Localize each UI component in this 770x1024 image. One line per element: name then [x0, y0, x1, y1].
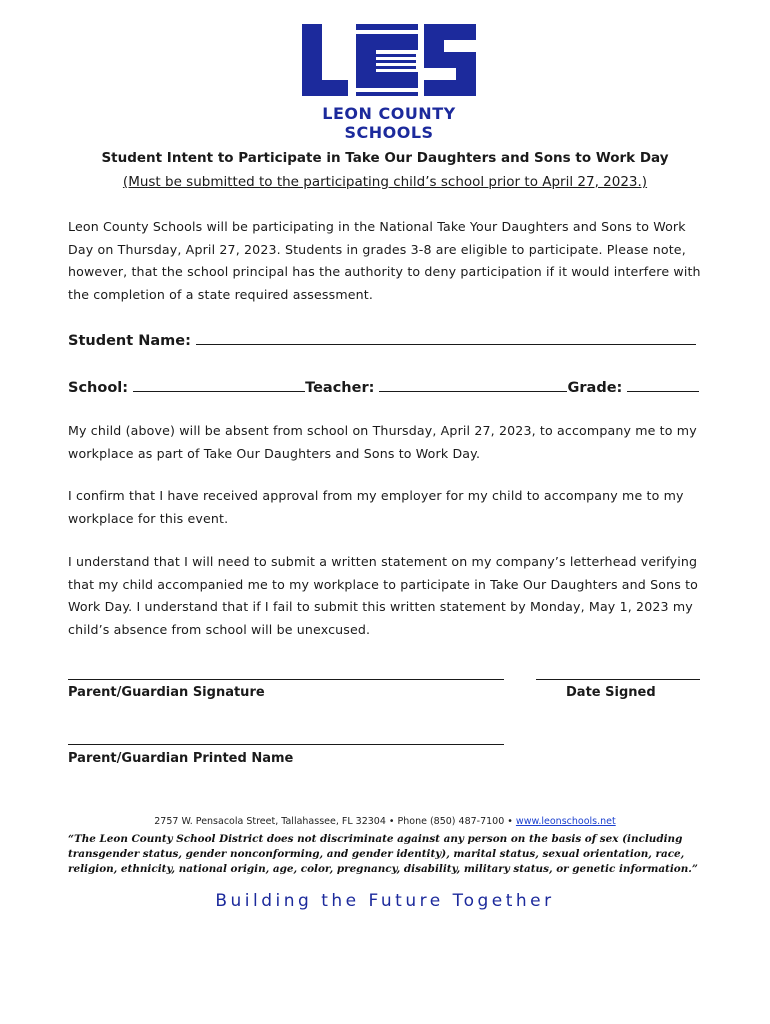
school-teacher-grade-field [68, 377, 708, 396]
student-name-blank[interactable] [196, 330, 696, 345]
address-text: 2757 W. Pensacola Street, Tallahassee, FL 32304 • Phone (850) 487-7100 • [154, 816, 516, 827]
teacher-label: Teacher: [305, 380, 375, 396]
document-title: Student Intent to Participate in Take Our Daughters and Sons to Work Day [101, 150, 669, 166]
tagline: Building the Future Together [215, 891, 555, 911]
nondiscrimination-statement: “The Leon County School District does not discriminate against any person on the basis of sex (including transgender status, gender nonconforming, and gender identity), marital status, sexual orientation, race, religion, ethnicity, national origin, age, color, pregnancy, disability, military status, or genetic information.” [68, 833, 698, 875]
intro-paragraph: Leon County Schools will be participating in the National Take Your Daughters and Sons to Work Day on Thursday, April 27, 2023. Students in grades 3-8 are eligible to participate. Please note, however, that the school principal has the authority to deny participation if it would interfere with the completion of a state required assessment. [68, 219, 701, 302]
student-name-field [68, 330, 708, 349]
date-signed-line[interactable] [536, 679, 700, 680]
teacher-blank[interactable] [379, 377, 567, 392]
student-name-label: Student Name: [68, 333, 191, 349]
grade-blank[interactable] [627, 377, 699, 392]
printed-name-line[interactable] [68, 744, 504, 745]
statement-employer-approval: I confirm that I have received approval from my employer for my child to accompany me to my workplace for this event. [68, 488, 684, 526]
statement-letterhead: I understand that I will need to submit a written statement on my company’s letterhead verifying that my child accompanied me to my workplace to participate in Take Our Daughters and Sons to Work Day. I understand that if I fail to submit this written statement by Monday, May 1, 2023 my child’s absence from school will be unexcused. [68, 554, 699, 637]
date-signed-label: Date Signed [566, 685, 656, 700]
school-label: School: [68, 380, 129, 396]
grade-label: Grade: [567, 380, 623, 396]
leon-county-schools-logo [296, 20, 482, 142]
footer-address [0, 816, 770, 827]
parent-signature-line[interactable] [68, 679, 504, 680]
parent-signature-label: Parent/Guardian Signature [68, 685, 265, 700]
document-subtitle: (Must be submitted to the participating child’s school prior to April 27, 2023.) [122, 174, 648, 190]
school-blank[interactable] [133, 377, 305, 392]
statement-absence: My child (above) will be absent from school on Thursday, April 27, 2023, to accompany me to my workplace as part of Take Our Daughters and Sons to Work Day. [68, 423, 697, 461]
logo-text: LEON COUNTY SCHOOLS [322, 104, 456, 142]
lcs-logo-mark [296, 20, 482, 104]
printed-name-label: Parent/Guardian Printed Name [68, 751, 294, 766]
website-link[interactable]: www.leonschools.net [515, 816, 616, 827]
